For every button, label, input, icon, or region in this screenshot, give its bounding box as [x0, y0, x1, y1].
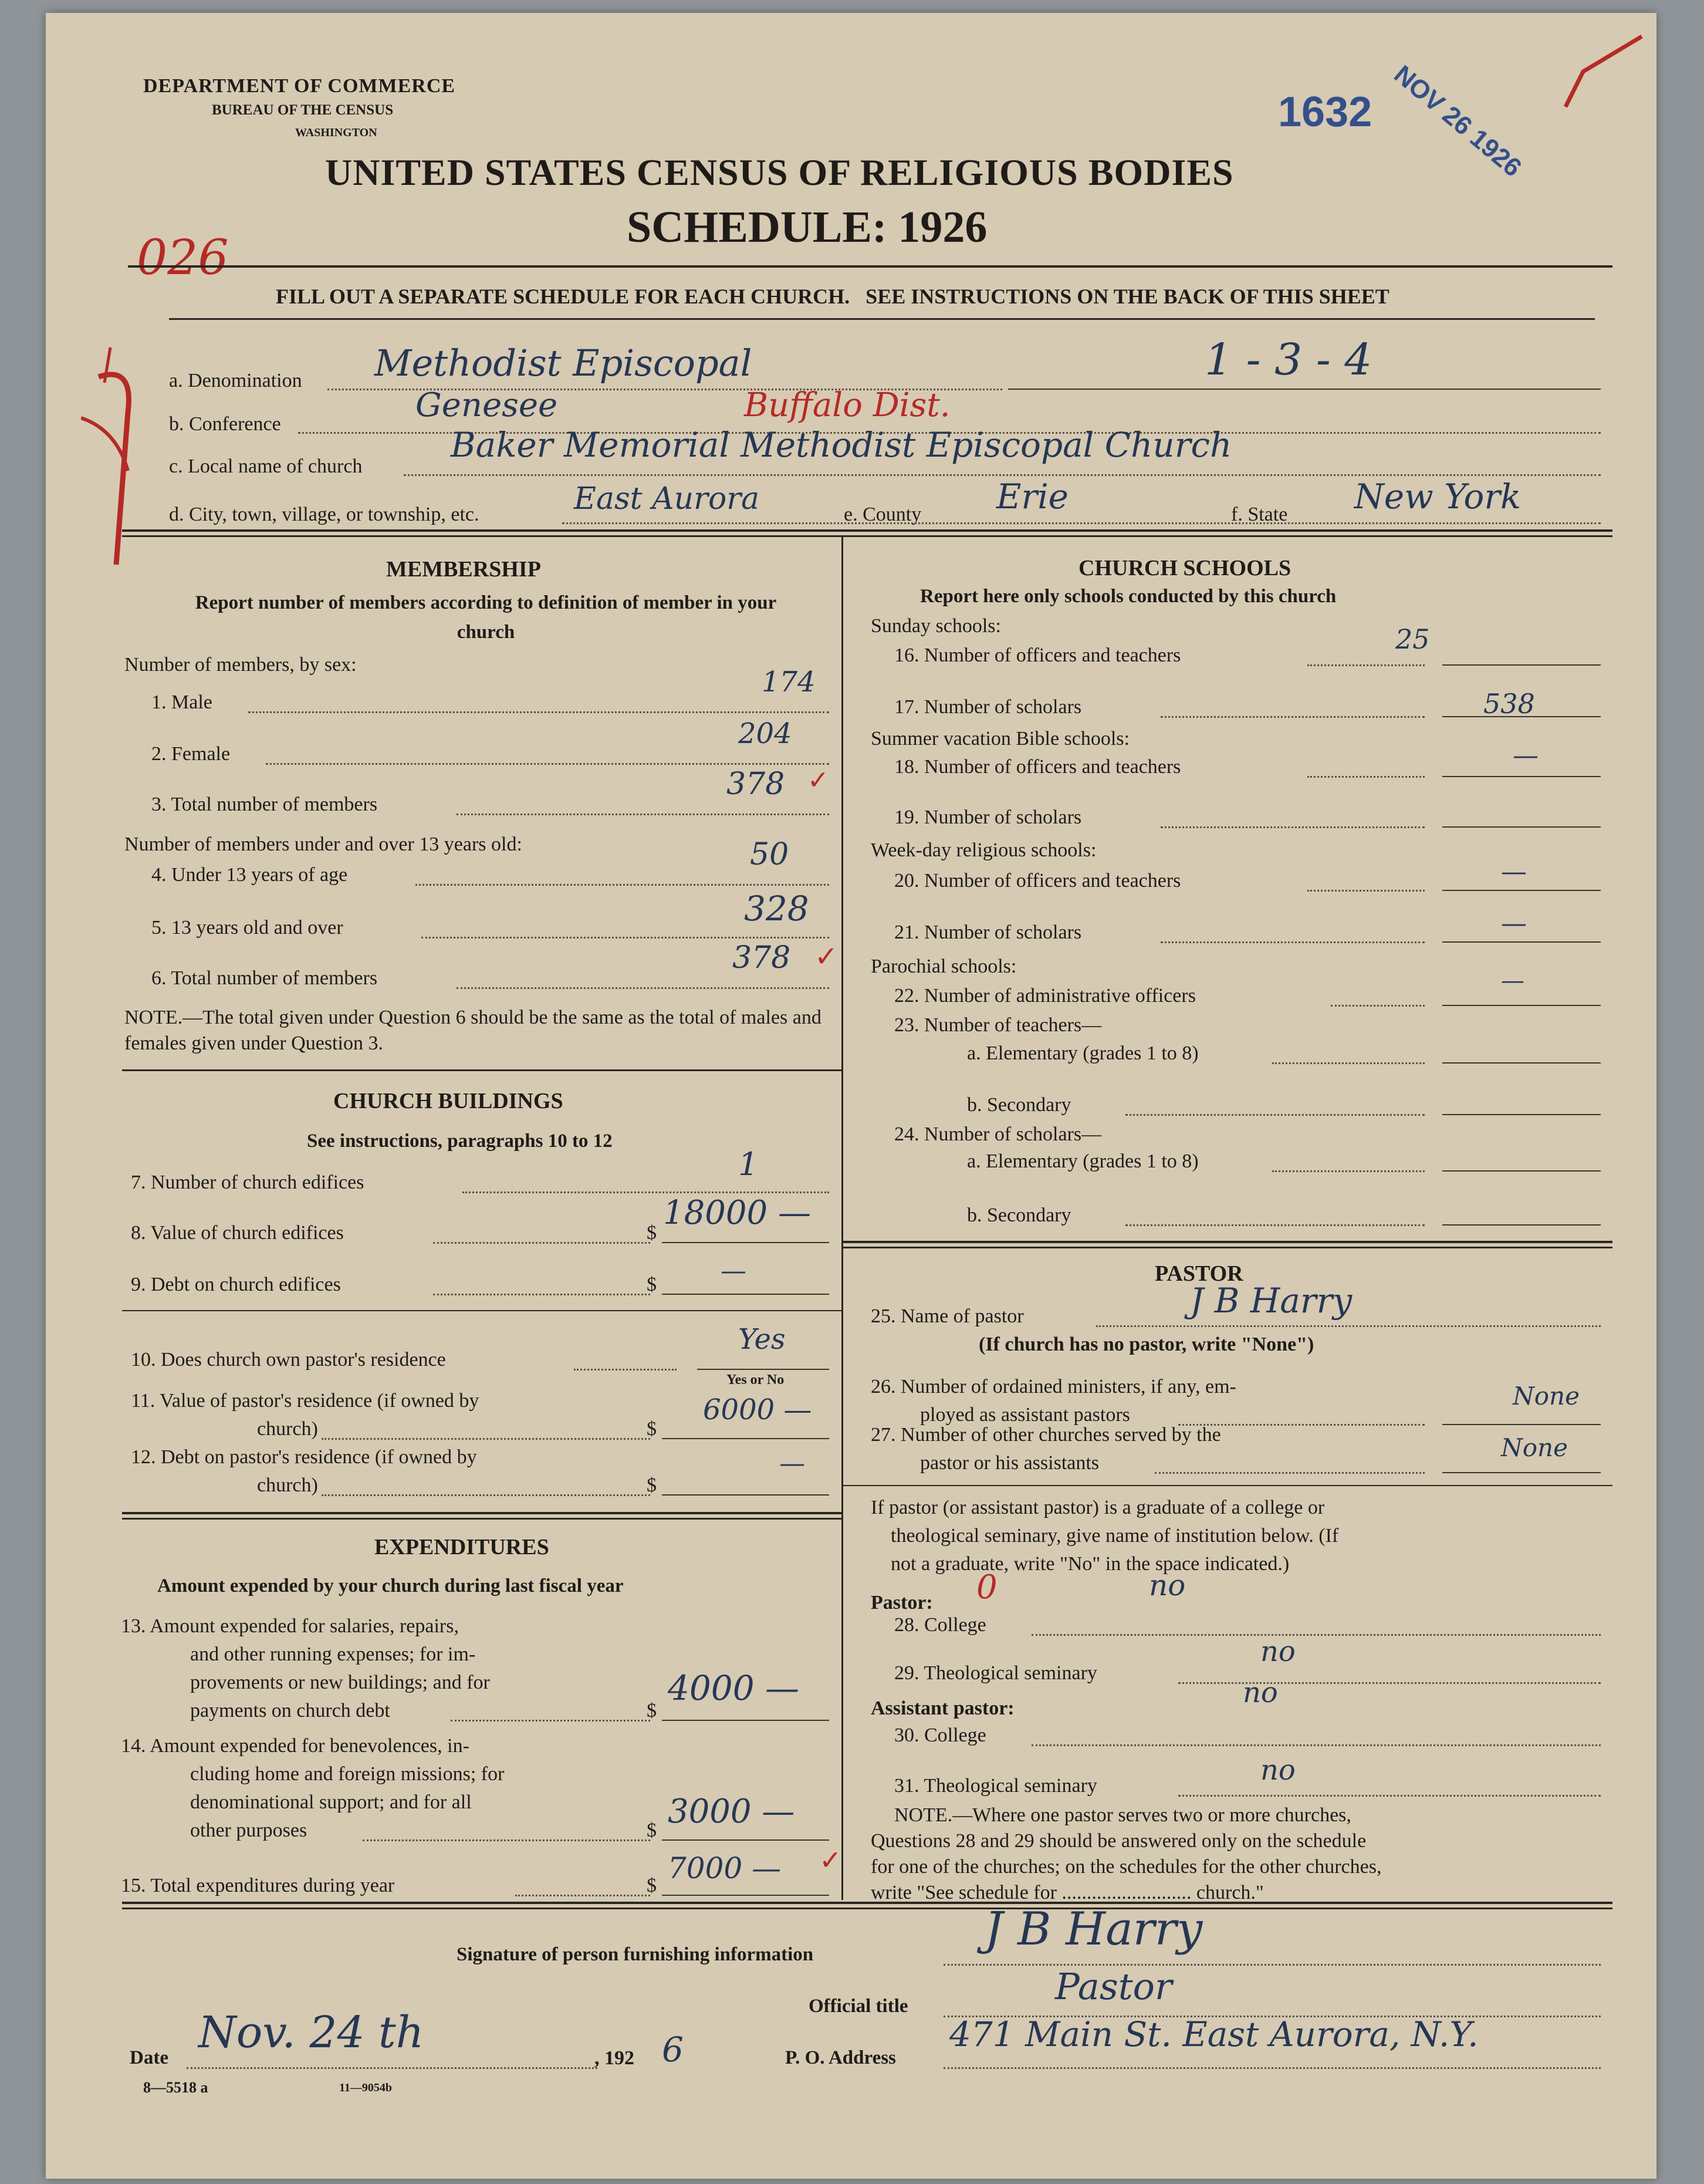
q6-label: 6. Total number of members — [151, 967, 378, 989]
pastor-note-line4: write "See schedule for .......................... church." — [871, 1882, 1264, 1903]
q25-note: (If church has no pastor, write "None") — [979, 1334, 1314, 1355]
q17-value: 538 — [1483, 688, 1535, 720]
denomination-label: a. Denomination — [169, 370, 302, 391]
date-value: Nov. 24 th — [198, 2007, 424, 2058]
q11-label-line2: church) — [257, 1418, 318, 1440]
header-rule — [128, 265, 1612, 268]
q13-label-line4: payments on church debt — [190, 1700, 390, 1721]
q31-value: no — [1260, 1754, 1296, 1787]
q5-label: 5. 13 years old and over — [151, 917, 343, 939]
q21-label: 21. Number of scholars — [894, 921, 1082, 943]
po-address-label: P. O. Address — [785, 2047, 896, 2068]
q17-line — [1161, 716, 1425, 718]
q31-line — [1178, 1795, 1601, 1797]
q6-value: 378 — [732, 940, 791, 975]
graduate-instruction-line1: If pastor (or assistant pastor) is a graduate of a college or — [871, 1497, 1325, 1518]
schools-title: CHURCH SCHOOLS — [1078, 556, 1291, 580]
conference-district-note: Buffalo Dist. — [744, 386, 951, 424]
county-value: Erie — [996, 477, 1069, 517]
expenditures-title: EXPENDITURES — [374, 1535, 549, 1559]
q22-line — [1331, 1005, 1425, 1007]
q14-label-line2: cluding home and foreign missions; for — [190, 1763, 505, 1785]
q12-line — [322, 1494, 650, 1496]
q20-answer-line — [1442, 890, 1601, 891]
q31-label: 31. Theological seminary — [894, 1775, 1097, 1797]
schools-sub: Report here only schools conducted by this church — [920, 586, 1337, 607]
membership-note: NOTE.—The total given under Question 6 should be the same as the total of males and females given under Question 3. — [124, 1007, 821, 1054]
q27-value: None — [1501, 1433, 1568, 1462]
q16-label: 16. Number of officers and teachers — [894, 644, 1181, 666]
q25-line — [1096, 1325, 1601, 1327]
q5-value: 328 — [744, 889, 809, 929]
official-title-label: Official title — [809, 1996, 908, 2017]
members-by-age-label: Number of members under and over 13 years old: — [124, 833, 522, 855]
bureau-name: BUREAU OF THE CENSUS — [212, 102, 394, 118]
q9-line — [433, 1294, 650, 1295]
buildings-rule — [122, 1512, 841, 1514]
q13-label-line1: 13. Amount expended for salaries, repairs, — [121, 1615, 459, 1637]
red-check-icon — [1560, 31, 1648, 119]
q16-line — [1307, 664, 1425, 666]
po-address-line — [944, 2067, 1601, 2069]
assistant-pastor-value: no — [1243, 1676, 1278, 1709]
received-date-stamp: NOV 26 1926 — [1388, 60, 1527, 183]
conference-value: Genesee — [415, 386, 558, 424]
q14-value: 3000 — — [668, 1793, 795, 1831]
q14-dollar: $ — [647, 1820, 657, 1841]
q19-line — [1161, 826, 1425, 828]
q24a-answer-line — [1442, 1170, 1601, 1172]
graduate-instruction-line3: not a graduate, write "No" in the space indicated.) — [891, 1553, 1290, 1575]
denomination-value: Methodist Episcopal — [374, 342, 752, 384]
q12-value: — — [779, 1449, 805, 1478]
q28-line — [1032, 1634, 1601, 1636]
stamp-number: 1632 — [1278, 89, 1372, 136]
q15-label: 15. Total expenditures during year — [121, 1875, 395, 1896]
q8-line — [433, 1242, 650, 1244]
q6-line — [457, 987, 829, 989]
q10-value: Yes — [738, 1323, 786, 1356]
q26-label-line1: 26. Number of ordained ministers, if any, em- — [871, 1376, 1236, 1398]
local-name-line — [404, 474, 1601, 476]
sunday-schools-label: Sunday schools: — [871, 615, 1001, 637]
q29-label: 29. Theological seminary — [894, 1662, 1097, 1684]
pastor-note-line3: for one of the churches; on the schedules for the other churches, — [871, 1856, 1382, 1878]
q10-answer-line — [697, 1369, 829, 1370]
top-section-rule-2 — [122, 535, 1612, 537]
q30-line — [1032, 1744, 1601, 1746]
signature-line — [944, 1964, 1601, 1966]
expenditures-sub: Amount expended by your church during last fiscal year — [157, 1575, 624, 1596]
q11-amount-line — [662, 1438, 829, 1439]
q24b-line — [1125, 1224, 1425, 1226]
q26-value: None — [1513, 1382, 1580, 1410]
q12-label-line1: 12. Debt on pastor's residence (if owned by — [131, 1446, 477, 1468]
q14-line — [363, 1839, 650, 1841]
state-label: f. State — [1231, 504, 1288, 525]
column-divider — [841, 535, 843, 1900]
membership-intro: Report number of members according to definition of member in your church — [195, 592, 777, 643]
conference-label: b. Conference — [169, 413, 281, 435]
buildings-rule-2 — [122, 1518, 841, 1520]
summer-schools-label: Summer vacation Bible schools: — [871, 728, 1130, 750]
q21-answer-line — [1442, 941, 1601, 943]
q14-amount-line — [662, 1839, 829, 1841]
q11-dollar: $ — [647, 1418, 657, 1440]
dept-name: DEPARTMENT OF COMMERCE — [143, 75, 456, 97]
q21-line — [1161, 941, 1425, 943]
buildings-title: CHURCH BUILDINGS — [333, 1089, 563, 1113]
q26-label-line2: ployed as assistant pastors — [920, 1404, 1130, 1426]
q15-line — [515, 1895, 650, 1896]
q16-value: 25 — [1395, 623, 1430, 655]
bottom-section-rule — [122, 1902, 1612, 1904]
q24b-answer-line — [1442, 1224, 1601, 1226]
q11-label-line1: 11. Value of pastor's residence (if owned by — [131, 1390, 479, 1412]
q18-answer-line — [1442, 776, 1601, 777]
q22-value: — — [1501, 967, 1524, 994]
pastor-no-answer: no — [1149, 1568, 1186, 1602]
parochial-schools-label: Parochial schools: — [871, 956, 1017, 977]
q9-value: — — [721, 1256, 746, 1286]
q19-label: 19. Number of scholars — [894, 806, 1082, 828]
signature-label: Signature of person furnishing information — [457, 1944, 814, 1965]
q4-value: 50 — [750, 837, 789, 872]
membership-title: MEMBERSHIP — [386, 557, 541, 582]
members-by-sex-label: Number of members, by sex: — [124, 654, 357, 676]
q23b-line — [1125, 1114, 1425, 1116]
q2-label: 2. Female — [151, 743, 231, 765]
q25-value: J B Harry — [1190, 1281, 1353, 1321]
q10-yes-no-hint: Yes or No — [726, 1372, 785, 1388]
form-title: UNITED STATES CENSUS OF RELIGIOUS BODIES — [325, 151, 1234, 193]
q13-label-line2: and other running expenses; for im- — [190, 1643, 476, 1665]
q8-value: 18000 — — [663, 1194, 811, 1232]
q27-label-line2: pastor or his assistants — [920, 1452, 1100, 1474]
q7-value: 1 — [738, 1146, 759, 1183]
q7-label: 7. Number of church edifices — [131, 1172, 364, 1193]
q5-line — [421, 937, 829, 939]
q15-dollar: $ — [647, 1875, 657, 1896]
top-section-rule — [122, 529, 1612, 532]
q24b-label: b. Secondary — [967, 1204, 1071, 1226]
pastor-college-label: Pastor: — [871, 1592, 933, 1613]
q7-line — [462, 1191, 829, 1193]
pastor-note-line2: Questions 28 and 29 should be answered only on the schedule — [871, 1830, 1367, 1852]
q13-value: 4000 — — [668, 1668, 800, 1708]
pastor-title: PASTOR — [1155, 1261, 1243, 1286]
q1-value: 174 — [762, 666, 816, 698]
q12-dollar: $ — [647, 1474, 657, 1496]
q6-check-icon: ✓ — [814, 941, 839, 973]
q11-value: 6000 — — [703, 1393, 812, 1426]
q3-label: 3. Total number of members — [151, 794, 378, 815]
q29-line — [1178, 1682, 1601, 1684]
q2-line — [266, 763, 829, 765]
q4-line — [415, 884, 829, 886]
q20-line — [1307, 890, 1425, 892]
po-address-value: 471 Main St. East Aurora, N.Y. — [949, 2014, 1479, 2054]
q25-label: 25. Name of pastor — [871, 1305, 1024, 1327]
q12-label-line2: church) — [257, 1474, 318, 1496]
buildings-sub: See instructions, paragraphs 10 to 12 — [307, 1130, 613, 1152]
pastor-red-mark: 0 — [976, 1568, 998, 1606]
q15-amount-line — [662, 1895, 829, 1896]
q10-line — [574, 1369, 677, 1371]
q14-label-line1: 14. Amount expended for benevolences, in- — [121, 1735, 469, 1757]
q26-answer-line — [1442, 1424, 1601, 1425]
bottom-section-rule-2 — [122, 1908, 1612, 1909]
weekday-schools-label: Week-day religious schools: — [871, 839, 1097, 861]
q3-line — [457, 813, 829, 815]
red-file-number: 026 — [137, 230, 229, 286]
q17-label: 17. Number of scholars — [894, 696, 1082, 718]
q21-value: — — [1501, 909, 1527, 939]
local-name-label: c. Local name of church — [169, 455, 363, 477]
q23a-answer-line — [1442, 1062, 1601, 1064]
state-value: New York — [1354, 477, 1522, 517]
q3-check-icon: ✓ — [807, 766, 829, 795]
q4-label: 4. Under 13 years of age — [151, 864, 348, 886]
q24a-label: a. Elementary (grades 1 to 8) — [967, 1150, 1199, 1172]
q18-label: 18. Number of officers and teachers — [894, 756, 1181, 778]
city-line — [562, 522, 1601, 524]
q13-dollar: $ — [647, 1700, 657, 1721]
q3-value: 378 — [726, 767, 785, 802]
q23a-label: a. Elementary (grades 1 to 8) — [967, 1042, 1199, 1064]
q10-label: 10. Does church own pastor's residence — [131, 1349, 446, 1371]
q13-line — [451, 1720, 650, 1721]
banner-rule — [169, 318, 1595, 320]
q8-dollar: $ — [647, 1222, 657, 1244]
denomination-code: 1 - 3 - 4 — [1205, 335, 1372, 385]
q9-label: 9. Debt on church edifices — [131, 1274, 341, 1295]
q27-answer-line — [1442, 1472, 1601, 1473]
form-subtitle: SCHEDULE: 1926 — [627, 202, 988, 252]
city-label: d. City, town, village, or township, etc. — [169, 504, 479, 525]
q2-value: 204 — [738, 717, 792, 750]
q12-amount-line — [662, 1494, 829, 1496]
city-value: East Aurora — [574, 481, 760, 517]
graduate-instruction-line2: theological seminary, give name of institution below. (If — [891, 1525, 1339, 1547]
q11-line — [322, 1438, 650, 1440]
q24a-line — [1272, 1170, 1425, 1172]
official-title-value: Pastor — [1055, 1965, 1172, 2008]
q18-value: — — [1513, 741, 1539, 771]
q8-amount-line — [662, 1242, 829, 1243]
pastor-note-line1: NOTE.—Where one pastor serves two or more churches, — [894, 1804, 1351, 1826]
q23b-answer-line — [1442, 1114, 1601, 1115]
membership-rule — [122, 1069, 841, 1071]
q23-label: 23. Number of teachers— — [894, 1014, 1102, 1036]
q22-label: 22. Number of administrative officers — [894, 985, 1196, 1007]
date-label: Date — [130, 2047, 168, 2068]
denomination-line-right — [1008, 389, 1601, 390]
print-number: 11—9054b — [339, 2081, 393, 2094]
q9-amount-line — [662, 1294, 829, 1295]
q8-label: 8. Value of church edifices — [131, 1222, 344, 1244]
county-label: e. County — [844, 504, 922, 525]
q20-value: — — [1501, 857, 1527, 887]
q14-label-line4: other purposes — [190, 1820, 307, 1841]
q13-label-line3: provements or new buildings; and for — [190, 1672, 490, 1693]
q16-answer-line — [1442, 664, 1601, 666]
q18-line — [1307, 776, 1425, 778]
signature-value: J B Harry — [985, 1903, 1203, 1956]
form-number: 8—5518 a — [143, 2079, 208, 2096]
q22-answer-line — [1442, 1005, 1601, 1006]
q19-answer-line — [1442, 826, 1601, 828]
q24-label: 24. Number of scholars— — [894, 1123, 1102, 1145]
date-line — [187, 2067, 597, 2069]
local-name-value: Baker Memorial Methodist Episcopal Church — [451, 425, 1232, 465]
schools-rule-2 — [841, 1247, 1612, 1248]
q13-amount-line — [662, 1720, 829, 1721]
pastor-mid-rule — [841, 1485, 1612, 1486]
census-form-sheet — [46, 13, 1656, 2179]
buildings-mid-rule — [122, 1310, 841, 1311]
q14-label-line3: denominational support; and for all — [190, 1791, 472, 1813]
year-digit: 6 — [662, 2030, 684, 2070]
instructions-banner: FILL OUT A SEPARATE SCHEDULE FOR EACH CHURCH. SEE INSTRUCTIONS ON THE BACK OF THIS SHEET — [276, 285, 1389, 308]
q15-check-icon: ✓ — [819, 1845, 842, 1875]
q30-label: 30. College — [894, 1724, 986, 1746]
q1-label: 1. Male — [151, 691, 212, 713]
q27-line — [1155, 1472, 1425, 1474]
q23a-line — [1272, 1062, 1425, 1064]
q20-label: 20. Number of officers and teachers — [894, 870, 1181, 892]
year-prefix: , 192 — [594, 2047, 634, 2069]
q15-value: 7000 — — [668, 1851, 782, 1885]
schools-rule — [841, 1241, 1612, 1243]
q28-label: 28. College — [894, 1614, 986, 1636]
q27-label-line1: 27. Number of other churches served by the — [871, 1424, 1221, 1446]
q9-dollar: $ — [647, 1274, 657, 1295]
q23b-label: b. Secondary — [967, 1094, 1071, 1116]
q1-line — [248, 711, 829, 713]
bureau-city: WASHINGTON — [295, 126, 377, 139]
red-bracket-mark-icon — [81, 330, 163, 582]
q29-value: no — [1260, 1635, 1296, 1668]
assistant-pastor-label: Assistant pastor: — [871, 1697, 1015, 1719]
